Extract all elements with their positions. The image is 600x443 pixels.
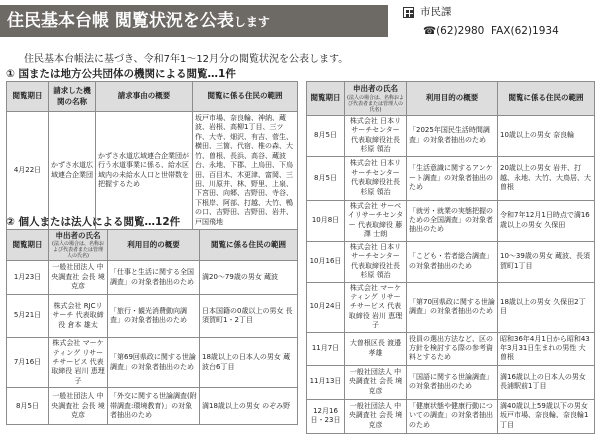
intro-text: 住民基本台帳法に基づき、令和7年1〜12月分の閲覧状況を公表します。: [24, 54, 349, 65]
table-row: [7, 295, 298, 338]
cell-date: 11月7日: [307, 332, 345, 365]
table-row: [307, 156, 595, 200]
cell-name: 一般社団法人 中央調査社 会長 境 克彦: [345, 365, 407, 399]
cell-purpose: 「2025年国民生活時間調査」の対象者抽出のため: [407, 116, 498, 157]
section2-heading: ② 個人または法人による閲覧…12件: [6, 216, 181, 228]
col-scope: 閲覧に係る住民の範囲: [193, 82, 298, 112]
cell-date: 8月5日: [307, 116, 345, 157]
cell-purpose: 「外交に関する世論調査(附帯調査:環境教育)」の対象者抽出のため: [108, 388, 200, 425]
cell-scope: 20歳以上の男女 岩井、打越、永地、大竹、大鳥居、大曽根: [498, 156, 595, 200]
cell-purpose: 「就労・就業の実態把握のための全国調査」の対象者抽出のため: [407, 200, 498, 241]
table-row: [307, 241, 595, 282]
section1-table: [6, 81, 298, 230]
col-name-note: (法人の場合は、名称および代表者または管理人の氏名): [347, 94, 404, 113]
cell-purpose: 「第70回県政に関する世論調査」の対象者抽出のため: [407, 282, 498, 332]
cell-purpose: 「生活意識に関するアンケート調査」の対象者抽出のため: [407, 156, 498, 200]
cell-scope: 10〜39歳の男女 蔵波、長須賀町1丁目: [498, 241, 595, 282]
title-text: 住民基本台帳 閲覧状況を公表: [7, 11, 234, 31]
cell-scope: 18歳以上の日本人の男女 蔵波台6丁目: [200, 338, 298, 388]
cell-purpose: 「国語に関する世論調査」の対象者抽出のため: [407, 365, 498, 399]
col-name-label: 申出者の氏名: [55, 231, 101, 240]
cell-date: 12月16日・23日: [307, 399, 345, 433]
cell-scope: 満18歳以上の男女 のぞみ野: [200, 388, 298, 425]
table-row: [7, 388, 298, 425]
cell-purpose: 「こども・若者総合調査」の対象者抽出のため: [407, 241, 498, 282]
cell-name: 株式会社 日本リサーチセンター 代表取締役社長 杉原 領治: [345, 116, 407, 157]
building-icon: [403, 7, 414, 18]
cell-scope: 満20〜79歳の男女 蔵波: [200, 261, 298, 295]
col-name-note: (法人の場合は、名称および代表者または管理人の氏名): [52, 241, 104, 260]
cell-purpose: 「第69回県政に関する世論調査」の対象者抽出のため: [108, 338, 200, 388]
cell-name: 株式会社 RJCリサーチ 代表取締役 倉本 雄太: [49, 295, 108, 338]
cell-scope: 令和7年12月1日時点で満16歳以上の男女 久保田: [498, 200, 595, 241]
table-row: [307, 399, 595, 433]
col-date: 閲覧期日: [7, 82, 49, 112]
cell-date: 8月5日: [7, 388, 49, 425]
cell-date: 4月22日: [7, 112, 49, 230]
col-scope: 閲覧に係る住民の範囲: [498, 82, 595, 116]
col-purpose: 利用目的の概要: [108, 230, 200, 261]
cell-name: 株式会社 日本リサーチセンター 代表取締役社長 杉原 領治: [345, 241, 407, 282]
cell-reason: かずさ水道広域連合企業団が行う水道事業に係る、給水区域内の未給水人口と世帯数を把握するため: [96, 112, 193, 230]
cell-date: 11月13日: [307, 365, 345, 399]
cell-date: 5月21日: [7, 295, 49, 338]
cell-date: 10月24日: [307, 282, 345, 332]
cell-name: 大曽根区長 渡邉 孝雄: [345, 332, 407, 365]
cell-date: 10月16日: [307, 241, 345, 282]
table-row: [307, 200, 595, 241]
cell-name: 株式会社 日本リサーチセンター 代表取締役社長 杉原 領治: [345, 156, 407, 200]
col-date: 閲覧期日: [307, 82, 345, 116]
section1-heading: ① 国または地方公共団体の機関による閲覧…1件: [6, 68, 236, 80]
table-row: [307, 365, 595, 399]
cell-date: 7月16日: [7, 338, 49, 388]
cell-scope: 昭和36年4月1日から昭和43年3月31日生まれの男性 大曽根: [498, 332, 595, 365]
section2-table-right: [306, 81, 595, 434]
col-org: 請求した機関の名称: [49, 82, 96, 112]
cell-scope: 日本国籍の0歳以上の男女 長須賀町1・2丁目: [200, 295, 298, 338]
cell-date: 10月8日: [307, 200, 345, 241]
section2-table-left: [6, 229, 298, 425]
col-purpose: 利用目的の概要: [407, 82, 498, 116]
col-scope: 閲覧に係る住民の範囲: [200, 230, 298, 261]
header: [0, 0, 600, 44]
cell-purpose: 「健康状態や健康行動についての調査」の対象者抽出のため: [407, 399, 498, 433]
cell-name: 株式会社 マーケティング リサーチサービス 代表取締役 岩川 恵理子: [49, 338, 108, 388]
cell-scope: 坂戸市場、奈良輪、神納、蔵波、岩根、高柳1丁目、三ツ作、大寺、畑沢、有吉、菅生、横田、三箇、代宿、椎の森、大竹、曽根、長浜、高谷、蔵波台、永地、下郡、上烏田、下烏田、百目木、木更津、富岡、三田、川原井、林、野里、上泉、下宮田、向郷、吉野田、寺谷、下根岸、阿部、打越、大竹、鴨の口、吉野田、吉野田、岩井、戸国飛地: [193, 112, 298, 230]
cell-scope: 満40歳以上59歳以下の男女 坂戸市場、奈良輪、奈良輪1丁目: [498, 399, 595, 433]
phone: ☎(62)2980: [423, 25, 485, 37]
col-name: [345, 82, 407, 116]
cell-name: 一般社団法人 中央調査社 会長 境 克彦: [345, 399, 407, 433]
department: 市民課: [420, 6, 452, 18]
cell-purpose: 「仕事と生活に関する全国調査」の対象者抽出のため: [108, 261, 200, 295]
cell-name: 株式会社 サーベイリサーチセンター 代表取締役 藤澤 士朗: [345, 200, 407, 241]
cell-scope: 10歳以上の男女 奈良輪: [498, 116, 595, 157]
cell-org: かずさ水道広域連合企業団: [49, 112, 96, 230]
table-row: [7, 338, 298, 388]
cell-purpose: 役員の選出方法など、区の方針を検討する際の参考資料とするため: [407, 332, 498, 365]
col-name: [49, 230, 108, 261]
cell-name: 一般社団法人 中央調査社 会長 境 克彦: [49, 261, 108, 295]
title-suffix: します: [233, 15, 270, 29]
cell-scope: 18歳以上の男女 久保田2丁目: [498, 282, 595, 332]
contact-info: [403, 5, 559, 39]
fax: FAX(62)1934: [491, 25, 559, 37]
table-row: [7, 112, 298, 230]
page-title: [0, 5, 388, 37]
table-row: [307, 116, 595, 157]
col-reason: 請求事由の概要: [96, 82, 193, 112]
table-row: [7, 261, 298, 295]
cell-name: 株式会社 マーケティング リサーチサービス 代表取締役 岩川 恵理子: [345, 282, 407, 332]
table-row: [307, 282, 595, 332]
col-date: 閲覧期日: [7, 230, 49, 261]
cell-date: 8月5日: [307, 156, 345, 200]
table-row: [307, 332, 595, 365]
cell-name: 一般社団法人 中央調査社 会長 境 克彦: [49, 388, 108, 425]
col-name-label: 申出者の氏名: [353, 84, 398, 94]
cell-scope: 満16歳以上の日本人の男女 長浦駅前1丁目: [498, 365, 595, 399]
cell-date: 1月23日: [7, 261, 49, 295]
cell-purpose: 「旅行・観光消費動向調査」の対象者抽出のため: [108, 295, 200, 338]
